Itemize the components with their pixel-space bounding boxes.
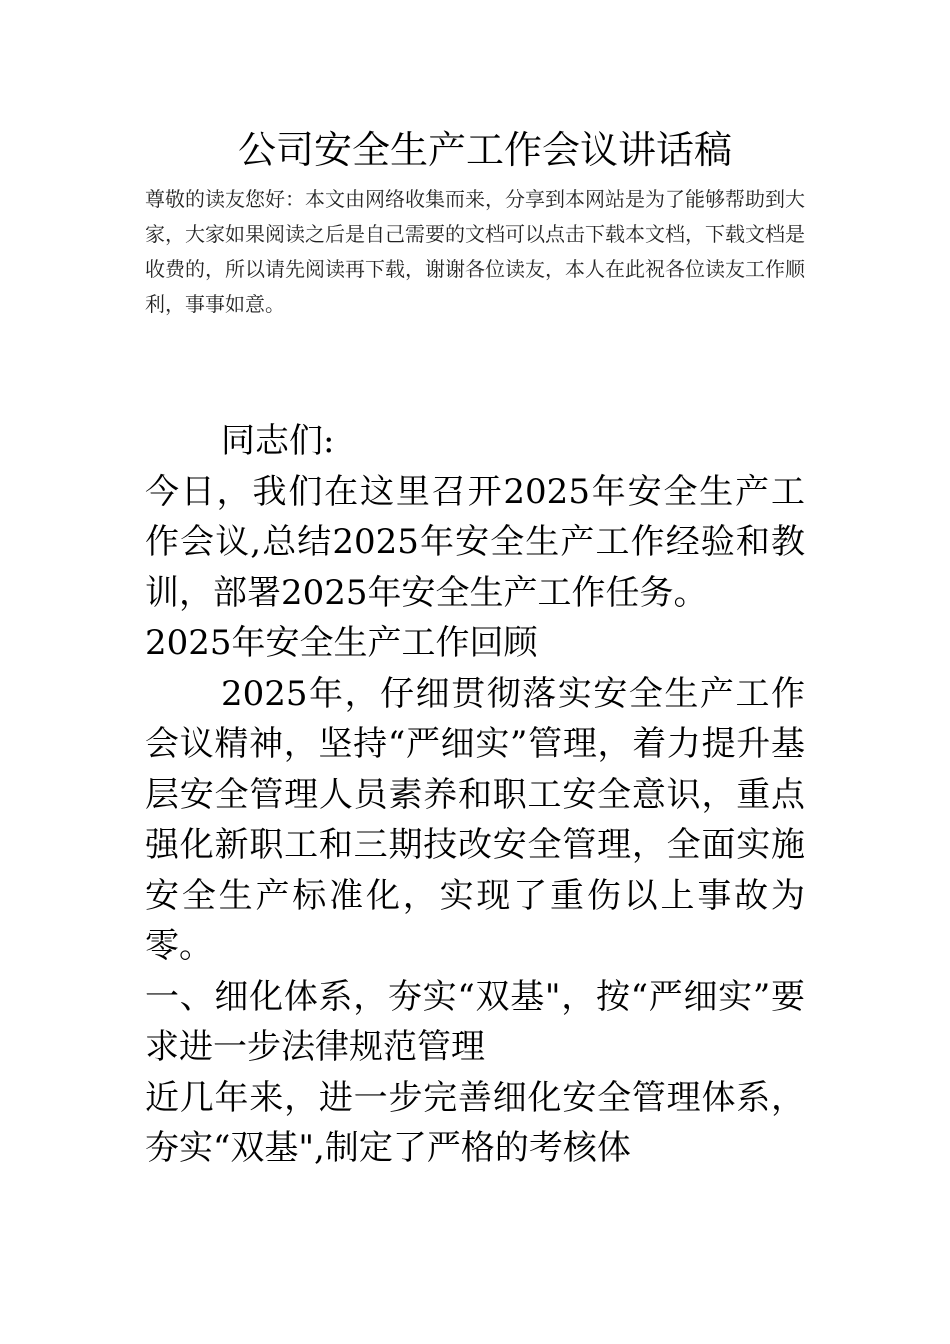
paragraph-opening: 今日，我们在这里召开2025年安全生产工作会议,总结2025年安全生产工作经验和教训，部署2025年安全生产工作任务。 (145, 471, 805, 613)
salutation: 同志们: (221, 421, 335, 461)
section-heading-1: 一、细化体系，夯实“双基"，按“严细实”要求进一步法律规范管理 (145, 976, 805, 1067)
paragraph-section-1: 近几年来，进一步完善细化安全管理体系，夯实“双基",制定了严格的考核体 (145, 1077, 805, 1168)
section-heading-review: 2025年安全生产工作回顾 (145, 623, 538, 663)
download-notice: 尊敬的读友您好：本文由网络收集而来，分享到本网站是为了能够帮助到大家，大家如果阅读之后是自己需要的文档可以点击下载本文档，下载文档是收费的，所以请先阅读再下载，谢谢各位读友，本人在此祝各位读友工作顺利，事事如意。 (145, 187, 805, 316)
document-title: 公司安全生产工作会议讲话稿 (237, 128, 732, 172)
paragraph-review: 2025年，仔细贯彻落实安全生产工作会议精神，坚持“严细实”管理，着力提升基层安全管理人员素养和职工安全意识，重点强化新职工和三期技改安全管理，全面实施安全生产标准化，实现了重伤以上事故为零。 (145, 673, 805, 966)
document-body (145, 416, 805, 1174)
